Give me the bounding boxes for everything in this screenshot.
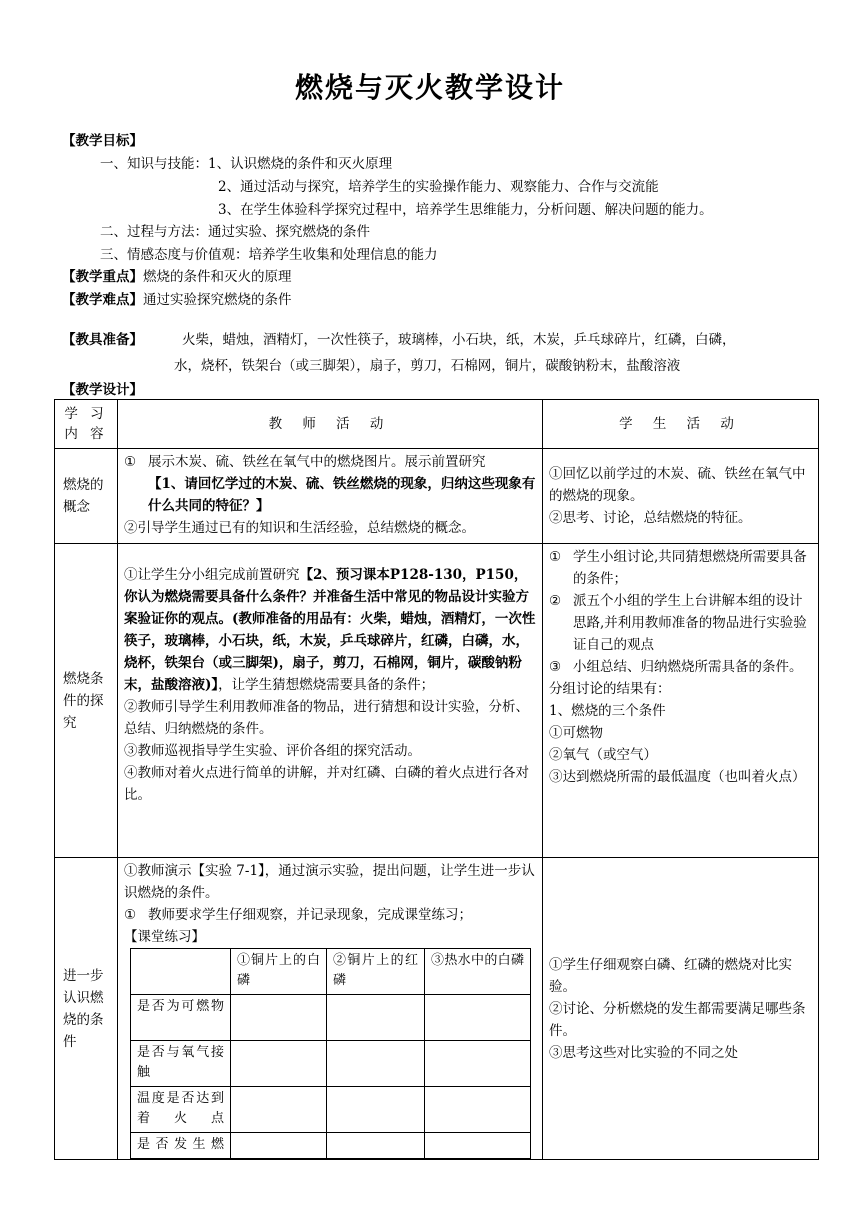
- header-teacher: 教 师 活 动: [118, 400, 543, 449]
- knowledge-item-2: 2、通过活动与探究，培养学生的实验操作能力、观察能力、合作与交流能: [218, 179, 659, 195]
- row2-teacher: [118, 544, 543, 858]
- exercise-corner: [131, 949, 231, 995]
- row3-student-a: ①学生仔细观察白磷、红磷的燃烧对比实验。: [549, 956, 792, 995]
- row3-student-b: ②讨论、分析燃烧的发生都需要满足哪些条件。: [549, 1000, 806, 1039]
- process-objective: 二、过程与方法：通过实验、探究燃烧的条件: [100, 224, 370, 240]
- exercise-cell[interactable]: [327, 1087, 425, 1133]
- key-point: [62, 267, 292, 287]
- difficulty-text: 通过实验探究燃烧的条件: [143, 292, 292, 308]
- difficulty-label: 【教学难点】: [62, 292, 143, 308]
- list-item: ① 学生小组讨论,共同猜想燃烧所需要具备的条件；: [549, 549, 807, 587]
- design-heading: 【教学设计】: [62, 382, 143, 398]
- row2-result-3: ③达到燃烧所需的最低温度（也叫着火点）: [549, 769, 806, 785]
- table-row: [131, 1041, 531, 1087]
- exercise-cell[interactable]: [425, 1133, 531, 1159]
- exercise-cell[interactable]: [231, 1087, 327, 1133]
- exercise-col-1: ①铜片上的白磷: [231, 949, 327, 995]
- materials-line-2: 水，烧杯，铁架台（或三脚架），扇子，剪刀，石棉网，铜片，碳酸钠粉末，盐酸溶液: [174, 358, 681, 374]
- row2-student: [543, 544, 819, 858]
- knowledge-label: 一、知识与技能：: [100, 156, 208, 172]
- exercise-cell[interactable]: [327, 1133, 425, 1159]
- exercise-col-2: ②铜片上的红磷: [327, 949, 425, 995]
- table-row: [55, 449, 819, 544]
- exercise-cell[interactable]: [231, 1041, 327, 1087]
- key-point-label: 【教学重点】: [62, 269, 143, 285]
- row1-teacher-num: ①: [124, 454, 137, 470]
- header-student: 学 生 活 动: [543, 400, 819, 449]
- exercise-col-3: ③热水中的白磷: [425, 949, 531, 995]
- exercise-cell[interactable]: [327, 995, 425, 1041]
- knowledge-item-1: 1、认识燃烧的条件和灭火原理: [208, 156, 393, 172]
- row3-teacher-a-pre: ①教师演示: [124, 863, 192, 879]
- row2-teacher-c: ③教师巡视指导学生实验、评价各组的探究活动。: [124, 743, 421, 759]
- exercise-cell[interactable]: [425, 1087, 531, 1133]
- row3-teacher-b: 教师要求学生仔细观察，并记录现象，完成课堂练习；: [148, 907, 472, 923]
- exercise-table: [130, 948, 531, 1159]
- row1-student-a: ①回忆以前学过的木炭、硫、铁丝在氧气中的燃烧的现象。: [549, 466, 806, 504]
- table-row: [55, 858, 819, 1160]
- exercise-cell[interactable]: [231, 995, 327, 1041]
- header-topic-line-2: 内 容: [64, 426, 108, 442]
- materials-line-1: [62, 330, 736, 350]
- exercise-row-label: 是否与氧气接触: [131, 1041, 231, 1087]
- row2-teacher-a-post: ，让学生猜想燃烧需要具备的条件；: [218, 677, 435, 693]
- row1-topic: 燃烧的概念: [55, 449, 118, 544]
- list-item: ③ 小组总结、归纳燃烧所需具备的条件。: [549, 659, 803, 675]
- row2-teacher-a-pre: ①让学生分小组完成前置研究: [124, 567, 300, 583]
- objectives-heading: 【教学目标】: [62, 133, 143, 149]
- header-topic-line-1: 学 习: [64, 406, 108, 422]
- knowledge-item-3: 3、在学生体验科学探究过程中，培养学生思维能力，分析问题、解决问题的能力。: [218, 202, 713, 218]
- exercise-label: 【课堂练习】: [124, 929, 205, 945]
- page-title: 燃烧与灭火教学设计: [294, 71, 565, 104]
- row1-teacher-b: ②引导学生通过已有的知识和生活经验，总结燃烧的概念。: [124, 520, 475, 536]
- exercise-row-label: 温度是否达到着火点: [131, 1087, 231, 1133]
- table-row: [55, 544, 819, 858]
- row2-teacher-preview-task: 【2、预习课本P128-130，P150，你认为燃烧需要具备什么条件？并准备生活中常见的物品设计实验方案验证你的观点。(教师准备的用品有：火柴，蜡烛，酒精灯，一次性筷子，玻璃棒，小石块，纸，木炭，乒乓球碎片，红磷，白磷，水，烧杯，铁架台（或三脚架)，扇子，剪刀，石棉网，铜片，碳酸钠粉末，盐酸溶液)】: [124, 567, 536, 693]
- list-item: ② 派五个小组的学生上台讲解本组的设计思路,并利用教师准备的物品进行实验验证自己的观点: [549, 593, 807, 653]
- row1-teacher-question: 【1、请回忆学过的木炭、硫、铁丝燃烧的现象，归纳这些现象有什么共同的特征？】: [148, 476, 536, 514]
- table-row: [131, 1133, 531, 1159]
- difficulty: [62, 290, 292, 310]
- row2-result-1: ①可燃物: [549, 725, 603, 741]
- row2-teacher-d: ④教师对着火点进行简单的讲解，并对红磷、白磷的着火点进行各对比。: [124, 765, 529, 803]
- row1-teacher-a: 展示木炭、硫、铁丝在氧气中的燃烧图片。展示前置研究: [148, 454, 486, 470]
- exercise-cell[interactable]: [327, 1041, 425, 1087]
- row1-student-b: ②思考、讨论，总结燃烧的特征。: [549, 510, 752, 526]
- exercise-cell[interactable]: [425, 995, 531, 1041]
- key-point-text: 燃烧的条件和灭火的原理: [143, 269, 292, 285]
- materials-label: 【教具准备】: [62, 332, 143, 348]
- row3-teacher-a-post: ，通过演示实验，提出问题，让学生进一步认识燃烧的条件。: [124, 863, 535, 901]
- design-table: [54, 399, 819, 1160]
- table-row: [131, 995, 531, 1041]
- emotion-objective: 三、情感态度与价值观：培养学生收集和处理信息的能力: [100, 247, 438, 263]
- header-topic: [55, 400, 118, 449]
- row1-teacher: [118, 449, 543, 544]
- table-row: [131, 949, 531, 995]
- row3-teacher-num: ①: [124, 907, 137, 923]
- materials-text-1: 火柴，蜡烛，酒精灯，一次性筷子，玻璃棒，小石块，纸，木炭，乒乓球碎片，红磷，白磷，: [182, 332, 736, 348]
- row2-result-2: ②氧气（或空气）: [549, 747, 657, 763]
- exercise-row-label: 是否发生燃: [131, 1133, 231, 1159]
- row3-experiment: 【实验 7-1】: [191, 863, 265, 879]
- row3-student: [543, 858, 819, 1160]
- row1-student: [543, 449, 819, 544]
- row2-result-label: 分组讨论的结果有：: [549, 681, 671, 697]
- row2-result-title: 1、燃烧的三个条件: [549, 703, 666, 719]
- row3-student-c: ③思考这些对比实验的不同之处: [549, 1044, 738, 1061]
- row3-topic: 进一步认识燃烧的条件: [55, 858, 118, 1160]
- knowledge-line: [100, 154, 392, 174]
- table-header-row: [55, 400, 819, 449]
- row2-teacher-b: ②教师引导学生利用教师准备的物品，进行猜想和设计实验，分析、总结、归纳燃烧的条件。: [124, 699, 529, 737]
- exercise-cell[interactable]: [231, 1133, 327, 1159]
- row3-teacher: [118, 858, 543, 1160]
- exercise-row-label: 是否为可燃物: [131, 995, 231, 1041]
- table-row: [131, 1087, 531, 1133]
- row2-topic: 燃烧条件的探究: [55, 544, 118, 858]
- exercise-cell[interactable]: [425, 1041, 531, 1087]
